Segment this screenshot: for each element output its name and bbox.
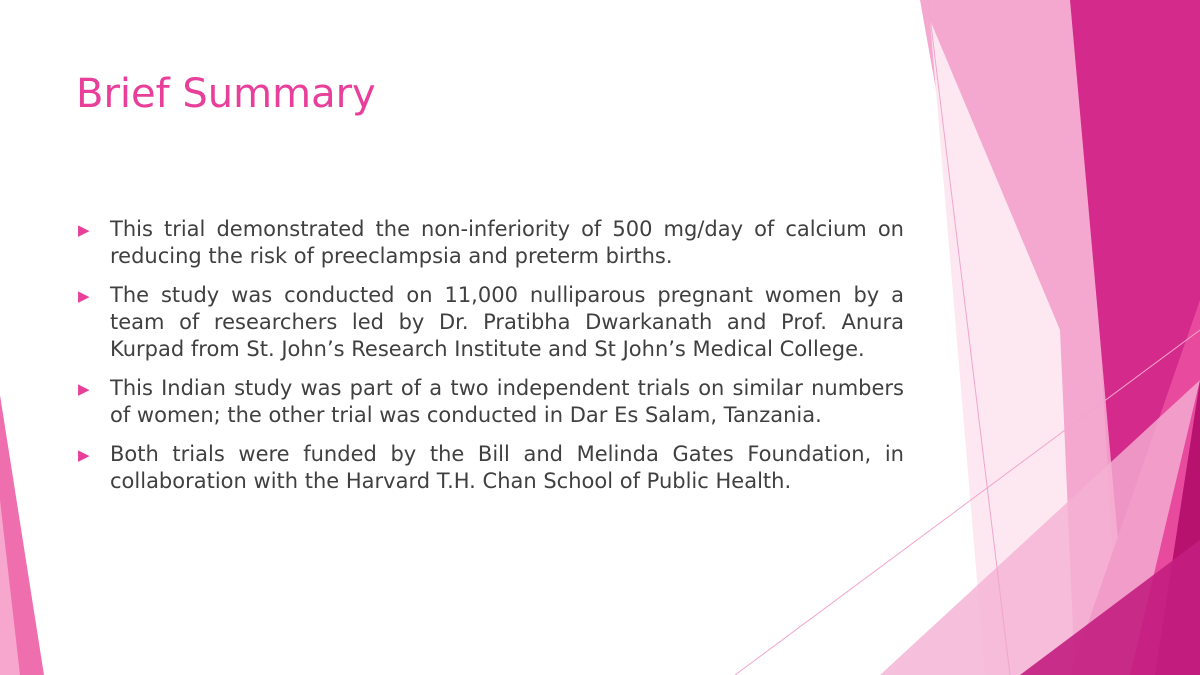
bullet-arrow-icon: ▶ <box>78 287 90 305</box>
bullet-text: The study was conducted on 11,000 nulliparous pregnant women by a team of researchers led by Dr. Pratibha Dwarkanath and Prof. Anura Kurpad from St. John’s Research Institute and St John’s Medical College. <box>110 283 904 361</box>
bullet-arrow-icon: ▶ <box>78 221 90 239</box>
slide-title: Brief Summary <box>76 71 376 117</box>
bullet-arrow-icon: ▶ <box>78 380 90 398</box>
bullet-text: Both trials were funded by the Bill and Melinda Gates Foundation, in collaboration with the Harvard T.H. Chan School of Public Health. <box>110 442 904 493</box>
bullet-text: This trial demonstrated the non-inferiority of 500 mg/day of calcium on reducing the risk of preeclampsia and preterm births. <box>110 217 904 268</box>
bullet-item <box>78 375 904 429</box>
bullet-item <box>78 216 904 270</box>
bullet-item <box>78 441 904 495</box>
bullet-item <box>78 282 904 363</box>
bullet-arrow-icon: ▶ <box>78 446 90 464</box>
bullet-list <box>78 216 904 507</box>
bullet-text: This Indian study was part of a two independent trials on similar numbers of women; the other trial was conducted in Dar Es Salam, Tanzania. <box>110 376 904 427</box>
